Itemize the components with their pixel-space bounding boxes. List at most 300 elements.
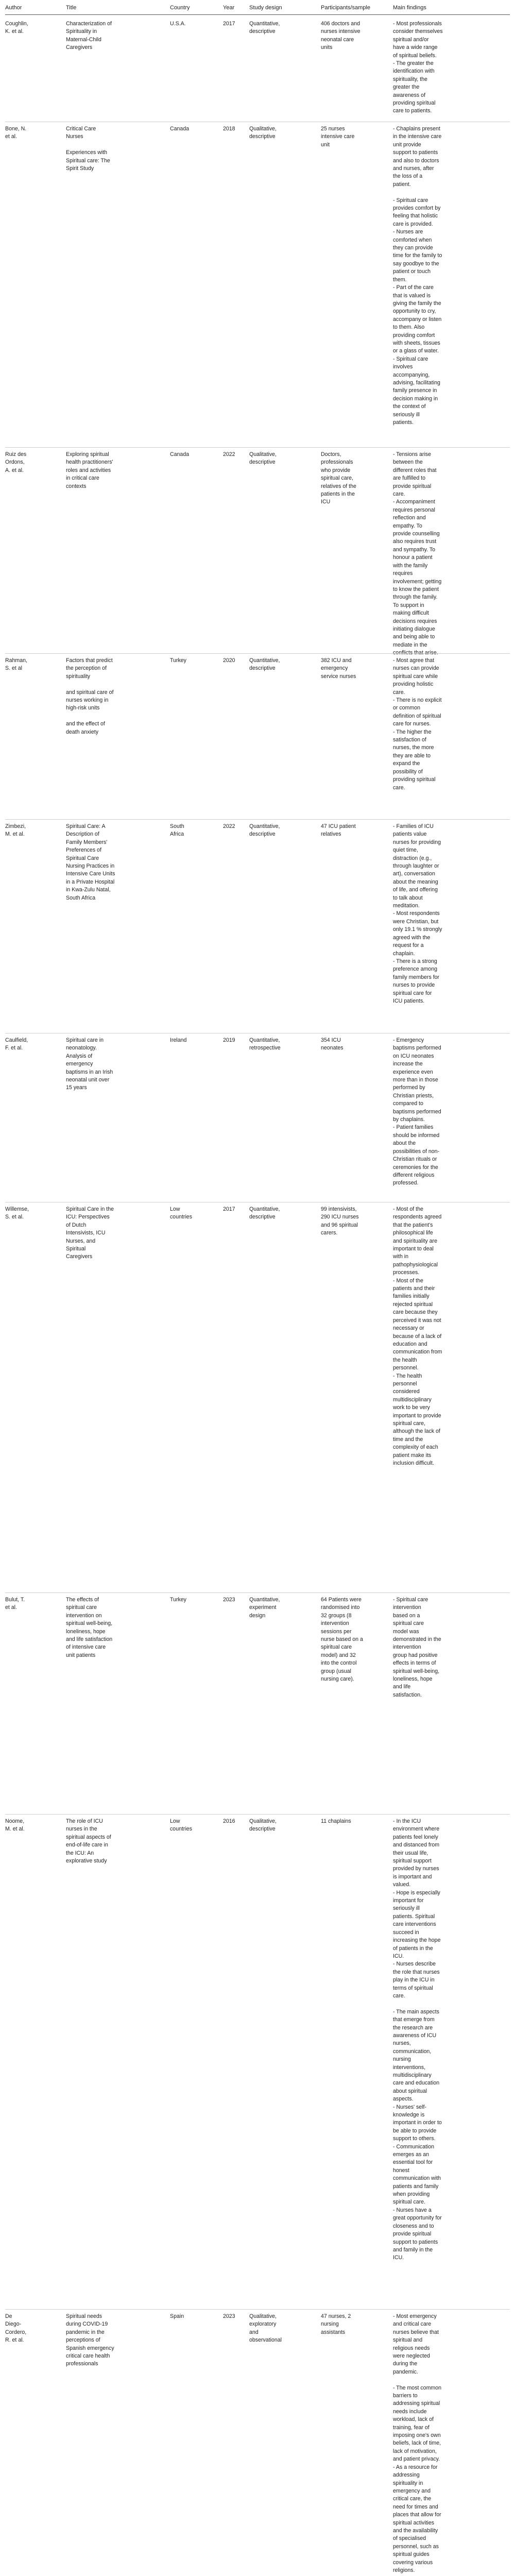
- cell-line: perceptions of: [66, 2337, 100, 2344]
- cell-line: Nurses, and: [66, 1238, 96, 1244]
- cell-line: lack of motivation,: [393, 2448, 437, 2454]
- cell-line: pathophysiological: [393, 1261, 438, 1268]
- cell-participants: [321, 451, 383, 506]
- cell-author: [5, 1206, 59, 1222]
- cell-line: decision making in: [393, 395, 438, 402]
- cell-line: say goodbye to the: [393, 260, 439, 267]
- cell-line: provided by nurses: [393, 1866, 439, 1872]
- cell-line: succeed in: [393, 1929, 419, 1936]
- cell-line: Spirit Study: [66, 165, 94, 172]
- cell-line: Description of: [66, 831, 99, 838]
- cell-line: 11 chaplains: [321, 1818, 351, 1824]
- cell-line: retrospective: [249, 1045, 281, 1052]
- cell-participants: [321, 657, 383, 681]
- cell-line: nurses, the more: [393, 744, 434, 751]
- cell-line: [66, 713, 156, 720]
- cell-line: are fulfilled to: [393, 475, 426, 482]
- cell-line: communication with: [393, 2175, 441, 2182]
- cell-line: and spiritual care of: [66, 689, 114, 696]
- cell-line: service nurses: [321, 673, 356, 680]
- cell-line: about spiritual: [393, 2088, 427, 2094]
- cell-line: support to others.: [393, 2136, 436, 2142]
- cell-line: explorative study: [66, 1858, 107, 1865]
- cell-line: 25 nurses: [321, 126, 345, 132]
- cell-line: of specialised: [393, 2535, 426, 2542]
- cell-line: countries: [170, 1826, 192, 1833]
- cell-line: satisfaction of: [393, 737, 426, 743]
- cell-line: spirituality, the: [393, 76, 427, 82]
- table-row: [5, 819, 510, 1033]
- cell-line: neonatal care: [321, 36, 354, 43]
- cell-line: patient.: [393, 181, 411, 188]
- cell-line: spiritual activities: [393, 2519, 435, 2526]
- cell-line: pandemic.: [393, 2368, 418, 2375]
- cell-line: distraction (e.g.,: [393, 855, 432, 861]
- cell-line: Quantitative,: [249, 1597, 280, 1603]
- cell-line: descriptive: [249, 1214, 276, 1221]
- cell-title: [66, 823, 156, 902]
- cell-line: health practitioners': [66, 459, 113, 466]
- cell-line: experience even: [393, 1069, 433, 1075]
- cell-line: 47 nurses, 2: [321, 2313, 351, 2319]
- cell-main-findings: [393, 1037, 470, 1188]
- cell-line: 406 doctors and: [321, 21, 360, 27]
- cell-line: accompanying,: [393, 371, 430, 378]
- cell-title: [66, 1818, 156, 1865]
- cell-line: exploratory: [249, 2321, 277, 2328]
- header-title: Title: [66, 5, 77, 11]
- table-row: [5, 122, 510, 448]
- table-row: [5, 2309, 510, 2576]
- cell-line: baptisms in an Irish: [66, 1069, 113, 1075]
- cell-line: them.: [393, 276, 407, 283]
- cell-line: involves: [393, 364, 413, 370]
- cell-line: increase the: [393, 1061, 423, 1067]
- cell-line: The effects of: [66, 1597, 99, 1603]
- cell-line: seriously ill: [393, 1905, 420, 1912]
- cell-line: ICU.: [393, 2255, 404, 2261]
- cell-line: important to deal: [393, 1246, 434, 1252]
- cell-line: art), conversation: [393, 871, 435, 877]
- cell-line: assistants: [321, 2329, 346, 2335]
- table-row: [5, 1592, 510, 1815]
- cell-country: [170, 2313, 216, 2320]
- cell-line: - Most agree that: [393, 657, 435, 664]
- cell-line: quiet time,: [393, 847, 418, 854]
- cell-line: Canada: [170, 451, 190, 457]
- cell-line: ICU.: [393, 1953, 404, 1959]
- cell-line: Africa: [170, 831, 184, 838]
- cell-line: communication,: [393, 2048, 432, 2055]
- cell-line: experiment: [249, 1604, 277, 1611]
- cell-line: intervention: [321, 1620, 349, 1627]
- cell-line: family members for: [393, 974, 440, 980]
- cell-line: patients.: [393, 419, 414, 426]
- cell-line: initiating dialogue: [393, 625, 435, 632]
- cell-line: - There is a strong: [393, 958, 437, 964]
- cell-line: Quantitative,: [249, 21, 280, 27]
- cell-line: essential tool for: [393, 2159, 433, 2166]
- cell-line: emerges as an: [393, 2151, 430, 2158]
- cell-line: - Patient families: [393, 1124, 434, 1131]
- cell-line: South: [170, 823, 184, 829]
- cell-line: work to be very: [393, 1404, 430, 1411]
- cell-line: - Part of the care: [393, 284, 434, 291]
- cell-main-findings: [393, 1818, 470, 2262]
- cell-line: countries: [170, 1214, 192, 1221]
- cell-line: and life satisfaction: [66, 1636, 113, 1643]
- cell-line: intervention: [393, 1644, 421, 1651]
- cell-line: aspects.: [393, 2096, 414, 2103]
- cell-line: critical care health: [66, 2353, 110, 2360]
- cell-line: time for the family to: [393, 252, 442, 259]
- cell-line: although the lack of: [393, 1428, 440, 1435]
- cell-line: interventions,: [393, 2064, 426, 2071]
- cell-line: requires personal: [393, 506, 435, 513]
- cell-country: [170, 1818, 216, 1834]
- cell-line: neonatal unit over: [66, 1077, 110, 1083]
- cell-line: increasing the hope: [393, 1937, 441, 1944]
- cell-line: the role that nurses: [393, 1969, 440, 1975]
- cell-line: religions.: [393, 2567, 415, 2573]
- cell-line: care for nurses.: [393, 721, 431, 727]
- cell-line: opportunity to cry,: [393, 308, 436, 315]
- cell-line: provide spiritual: [393, 2231, 432, 2238]
- cell-line: terms of spiritual: [393, 1985, 433, 1991]
- cell-line: Spain: [170, 2313, 184, 2319]
- cell-line: Caregivers: [66, 44, 93, 51]
- cell-line: patients in the: [321, 491, 355, 498]
- cell-line: spiritual care: [393, 1620, 424, 1627]
- cell-study-design: [249, 125, 312, 141]
- cell-line: Family Members': [66, 839, 108, 845]
- cell-line: randomised into: [321, 1604, 360, 1611]
- cell-line: nurses intensive: [321, 28, 360, 35]
- cell-line: A. et al.: [5, 467, 24, 473]
- cell-line: needs include: [393, 2408, 427, 2415]
- cell-line: [393, 2000, 470, 2008]
- header-author: Author: [5, 5, 22, 11]
- cell-line: - There is no explicit: [393, 697, 442, 704]
- cell-line: spiritual well-being,: [393, 1668, 440, 1674]
- cell-line: in the intensive care: [393, 133, 442, 140]
- cell-line: 2019: [223, 1037, 235, 1043]
- cell-line: patient make its: [393, 1452, 432, 1459]
- table-row: [5, 1202, 510, 1593]
- cell-line: satisfaction.: [393, 1691, 422, 1698]
- cell-line: is important and: [393, 1873, 432, 1880]
- cell-line: South Africa: [66, 894, 96, 901]
- cell-line: Preferences of: [66, 847, 101, 854]
- cell-line: care interventions: [393, 1921, 436, 1928]
- cell-line: consider themselves: [393, 28, 443, 35]
- cell-line: 2017: [223, 21, 235, 27]
- cell-line: 2022: [223, 451, 235, 457]
- cell-line: patients feel lonely: [393, 1834, 438, 1840]
- cell-line: Quantitative,: [249, 1037, 280, 1043]
- cell-line: 2017: [223, 1206, 235, 1212]
- header-country: Country: [170, 5, 190, 11]
- cell-line: model was: [393, 1628, 419, 1635]
- cell-line: 15 years: [66, 1084, 87, 1091]
- cell-line: need for times and: [393, 2503, 438, 2510]
- cell-line: preference among: [393, 966, 437, 973]
- cell-line: Spiritual care: The: [66, 157, 110, 164]
- cell-line: The role of ICU: [66, 1818, 103, 1824]
- cell-line: agreed with the: [393, 934, 431, 941]
- table-header: [5, 0, 510, 15]
- cell-study-design: [249, 1037, 312, 1053]
- cell-line: Turkey: [170, 1597, 186, 1603]
- cell-line: 382 ICU and: [321, 657, 352, 664]
- cell-line: were Christian, but: [393, 918, 439, 925]
- cell-line: play in the ICU in: [393, 1977, 435, 1984]
- cell-line: personnel, such as: [393, 2543, 439, 2550]
- cell-line: the ICU: An: [66, 1850, 94, 1856]
- cell-author: [5, 823, 59, 839]
- cell-line: Maternal-Child: [66, 36, 101, 43]
- cell-line: to talk about: [393, 894, 423, 901]
- cell-line: Spiritual Care: A: [66, 823, 106, 829]
- cell-line: 2020: [223, 657, 235, 664]
- cell-line: different religious: [393, 1172, 435, 1178]
- cell-line: education and: [393, 1341, 427, 1347]
- cell-line: into the control: [321, 1660, 357, 1667]
- cell-line: patients value: [393, 831, 427, 838]
- header-main-findings: Main findings: [393, 5, 426, 11]
- cell-line: 2023: [223, 1597, 235, 1603]
- cell-line: S. et al: [5, 665, 22, 672]
- header-study-design: Study design: [249, 5, 282, 11]
- cell-line: barriers to: [393, 2393, 418, 2399]
- cell-line: different roles that: [393, 467, 437, 473]
- cell-line: care because they: [393, 1309, 438, 1316]
- table-row: [5, 17, 510, 122]
- cell-line: through the family.: [393, 594, 438, 601]
- cell-line: multidisciplinary: [393, 2072, 432, 2078]
- cell-main-findings: [393, 451, 470, 657]
- cell-line: Quantitative,: [249, 1206, 280, 1212]
- cell-line: Qualitative,: [249, 2313, 277, 2319]
- cell-line: descriptive: [249, 1826, 276, 1833]
- cell-main-findings: [393, 1596, 470, 1699]
- cell-line: Spanish emergency: [66, 2345, 114, 2351]
- cell-line: about the: [393, 1140, 416, 1147]
- cell-line: in critical care: [66, 475, 99, 482]
- cell-line: support to patients: [393, 149, 438, 156]
- cell-line: Spiritual: [66, 1246, 86, 1252]
- cell-line: descriptive: [249, 133, 276, 140]
- cell-line: nurse based on a: [321, 1636, 363, 1643]
- cell-line: neonatology.: [66, 1045, 97, 1052]
- table-row: [5, 447, 510, 654]
- cell-line: - In the ICU: [393, 1818, 421, 1824]
- cell-line: on ICU neonates: [393, 1053, 434, 1059]
- cell-study-design: [249, 451, 312, 467]
- cell-line: intensive care: [321, 133, 355, 140]
- cell-line: have a wide range: [393, 44, 438, 51]
- cell-line: Willemse,: [5, 1206, 29, 1212]
- cell-line: be able to provide: [393, 2127, 437, 2134]
- cell-line: care.: [393, 689, 405, 696]
- cell-line: loneliness, hope: [393, 1676, 433, 1683]
- cell-line: when providing: [393, 2191, 430, 2198]
- cell-line: with sheets, tissues: [393, 340, 440, 346]
- cell-line: Spiritual care in: [66, 1037, 104, 1043]
- cell-line: - Nurses' self-: [393, 2104, 427, 2110]
- cell-line: emergency: [321, 665, 348, 672]
- cell-line: demonstrated in the: [393, 1636, 441, 1643]
- cell-line: R. et al.: [5, 2337, 24, 2344]
- cell-line: accompany or listen: [393, 316, 442, 323]
- cell-line: they are able to: [393, 752, 431, 759]
- cell-line: Spirituality in: [66, 28, 97, 35]
- cell-participants: [321, 1037, 383, 1053]
- cell-title: [66, 20, 156, 52]
- cell-main-findings: [393, 20, 470, 115]
- cell-line: Ruiz des: [5, 451, 27, 457]
- cell-line: comforted when: [393, 236, 432, 243]
- cell-line: Noome,: [5, 1818, 25, 1824]
- cell-line: - Spiritual care: [393, 197, 428, 204]
- cell-title: [66, 1596, 156, 1659]
- cell-line: covering various: [393, 2559, 433, 2566]
- cell-line: unit: [321, 141, 330, 148]
- cell-line: neonates: [321, 1045, 344, 1052]
- cell-line: who provide: [321, 467, 351, 473]
- cell-line: imposing one's own: [393, 2432, 441, 2439]
- cell-line: spiritual care while: [393, 673, 438, 680]
- cell-line: conflicts that arise.: [393, 650, 438, 656]
- cell-study-design: [249, 2313, 312, 2345]
- cell-line: personnel: [393, 1380, 417, 1387]
- cell-line: loneliness, hope: [66, 1628, 106, 1635]
- cell-line: - The higher the: [393, 728, 432, 735]
- cell-line: Nurses: [66, 133, 83, 140]
- cell-line: they can provide: [393, 245, 433, 251]
- cell-line: providing holistic: [393, 681, 434, 688]
- cell-line: emergency: [66, 1061, 93, 1067]
- cell-line: professionals: [321, 459, 353, 466]
- cell-line: request for a: [393, 942, 424, 949]
- cell-line: only 19.1 % strongly: [393, 926, 442, 933]
- cell-line: unit patients: [66, 1652, 96, 1658]
- cell-line: of intensive care: [66, 1644, 106, 1651]
- cell-line: because of a lack of: [393, 1333, 442, 1340]
- cell-country: [170, 1206, 216, 1222]
- cell-line: Caregivers: [66, 1253, 93, 1260]
- cell-line: rejected spiritual: [393, 1301, 433, 1308]
- cell-line: - The health: [393, 1372, 422, 1379]
- cell-line: Critical Care: [66, 126, 96, 132]
- cell-study-design: [249, 823, 312, 839]
- cell-line: observational: [249, 2337, 282, 2344]
- table-row: [5, 653, 510, 820]
- cell-participants: [321, 1818, 383, 1825]
- cell-line: making difficult: [393, 610, 429, 617]
- cell-line: personnel.: [393, 1365, 419, 1371]
- cell-line: family presence in: [393, 387, 437, 394]
- cell-line: Rahman,: [5, 657, 27, 664]
- cell-line: provide spiritual: [393, 483, 432, 489]
- cell-line: group (usual: [321, 1668, 351, 1674]
- cell-line: effects in terms of: [393, 1660, 436, 1667]
- cell-line: Caulfield,: [5, 1037, 28, 1043]
- cell-line: Cordero,: [5, 2329, 27, 2335]
- cell-line: K. et al.: [5, 28, 24, 35]
- cell-line: philosophical life: [393, 1230, 433, 1236]
- cell-line: - Most of the: [393, 1277, 423, 1284]
- cell-line: compared to: [393, 1100, 423, 1107]
- cell-country: [170, 657, 216, 665]
- cell-line: time and the: [393, 1436, 423, 1443]
- cell-country: [170, 125, 216, 133]
- cell-line: Low: [170, 1818, 180, 1824]
- cell-line: baptisms performed: [393, 1108, 441, 1115]
- cell-line: patients and family: [393, 2183, 439, 2190]
- cell-line: provide counselling: [393, 531, 440, 537]
- cell-line: honest: [393, 2167, 409, 2174]
- cell-line: professed.: [393, 1180, 419, 1187]
- cell-line: - The greater the: [393, 60, 434, 67]
- cell-line: Qualitative,: [249, 451, 277, 457]
- cell-line: to know the patient: [393, 586, 439, 592]
- cell-line: religious needs: [393, 2345, 430, 2351]
- cell-study-design: [249, 1596, 312, 1620]
- cell-line: Low: [170, 1206, 180, 1212]
- cell-line: involvement; getting: [393, 578, 442, 585]
- cell-line: empathy. To: [393, 522, 422, 529]
- cell-line: awareness of: [393, 92, 426, 98]
- cell-line: spiritual care.: [393, 2199, 425, 2206]
- cell-line: sessions per: [321, 1628, 352, 1635]
- cell-main-findings: [393, 1206, 470, 1467]
- cell-country: [170, 20, 216, 28]
- cell-line: necessary or: [393, 1325, 424, 1332]
- cell-line: Analysis of: [66, 1053, 93, 1059]
- cell-line: nurses,: [393, 2040, 411, 2047]
- cell-line: were neglected: [393, 2353, 430, 2360]
- cell-line: should be informed: [393, 1132, 440, 1139]
- cell-year: [223, 1206, 244, 1213]
- cell-line: complexity of each: [393, 1444, 438, 1451]
- cell-line: patients and their: [393, 1285, 435, 1292]
- cell-line: - Most of the: [393, 1206, 423, 1212]
- cell-line: spiritual care for: [393, 990, 432, 996]
- cell-line: closeness and to: [393, 2223, 434, 2229]
- cell-line: - Most emergency: [393, 2313, 437, 2319]
- cell-year: [223, 125, 244, 133]
- cell-line: Characterization of: [66, 21, 112, 27]
- cell-line: units: [321, 44, 333, 51]
- cell-line: families initially: [393, 1293, 430, 1300]
- cell-line: that the patient's: [393, 1222, 433, 1228]
- cell-line: and sympathy. To: [393, 546, 436, 553]
- cell-line: spirituality in: [393, 2480, 423, 2486]
- cell-line: 32 groups (8: [321, 1612, 352, 1619]
- cell-line: - Accompaniment: [393, 499, 435, 505]
- cell-line: design: [249, 1612, 266, 1619]
- cell-line: with in: [393, 1253, 409, 1260]
- cell-line: and 96 spiritual: [321, 1222, 358, 1228]
- cell-line: Quantitative,: [249, 657, 280, 664]
- cell-line: De: [5, 2313, 12, 2319]
- cell-line: requires: [393, 570, 413, 577]
- cell-line: pandemic in the: [66, 2329, 105, 2335]
- cell-line: expand the: [393, 760, 420, 767]
- cell-line: and distanced from: [393, 1842, 440, 1849]
- cell-line: possibilities of non-: [393, 1148, 440, 1155]
